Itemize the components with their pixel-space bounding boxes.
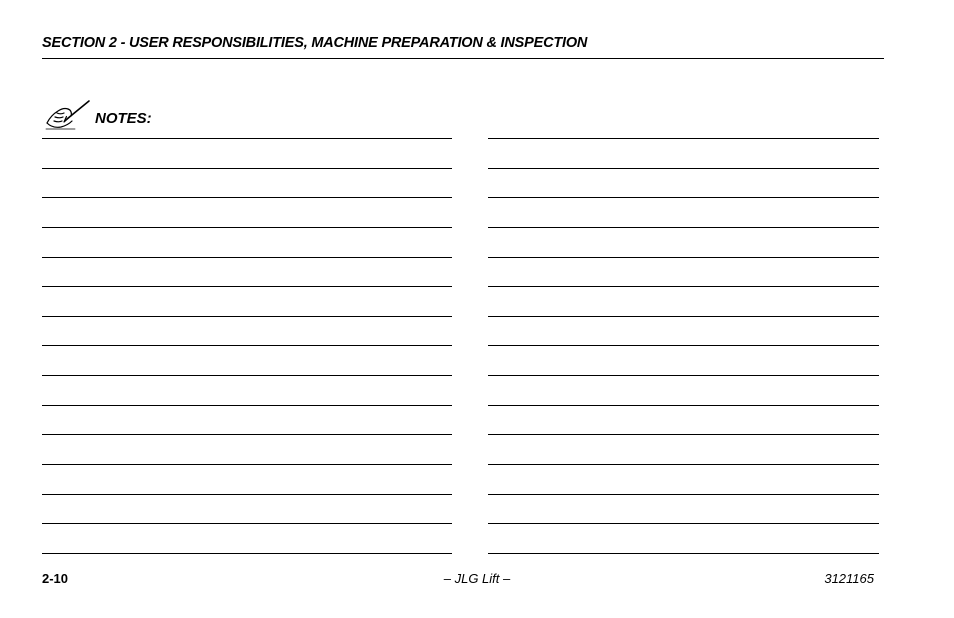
note-line — [42, 375, 452, 405]
note-line — [42, 257, 452, 287]
note-line — [488, 434, 879, 464]
note-line — [42, 434, 452, 464]
note-line — [488, 286, 879, 316]
note-line — [42, 138, 452, 168]
note-line — [488, 138, 879, 168]
note-line — [42, 197, 452, 227]
note-line — [42, 464, 452, 494]
note-line — [488, 523, 879, 553]
note-line — [42, 316, 452, 346]
note-line — [42, 494, 452, 524]
notes-lines-right-column — [488, 138, 879, 583]
note-line — [488, 227, 879, 257]
note-line — [488, 316, 879, 346]
note-line — [42, 227, 452, 257]
note-line — [42, 523, 452, 553]
hand-writing-pen-icon — [45, 99, 91, 131]
footer-title: – JLG Lift – — [443, 571, 511, 586]
note-line — [42, 405, 452, 435]
note-line — [488, 494, 879, 524]
note-line — [488, 345, 879, 375]
header-divider — [42, 58, 884, 59]
note-line — [42, 168, 452, 198]
notes-lines-left-column — [42, 138, 452, 583]
note-line — [488, 257, 879, 287]
note-line — [488, 405, 879, 435]
note-line — [488, 197, 879, 227]
note-line — [488, 464, 879, 494]
note-line — [42, 286, 452, 316]
note-line — [488, 168, 879, 198]
section-title: SECTION 2 - USER RESPONSIBILITIES, MACHINE PREPARATION & INSPECTION — [42, 35, 588, 51]
note-line — [488, 375, 879, 405]
page-number: 2-10 — [42, 571, 69, 586]
document-number: 3121165 — [824, 571, 874, 586]
notes-label: NOTES: — [95, 110, 152, 127]
note-line — [42, 345, 452, 375]
